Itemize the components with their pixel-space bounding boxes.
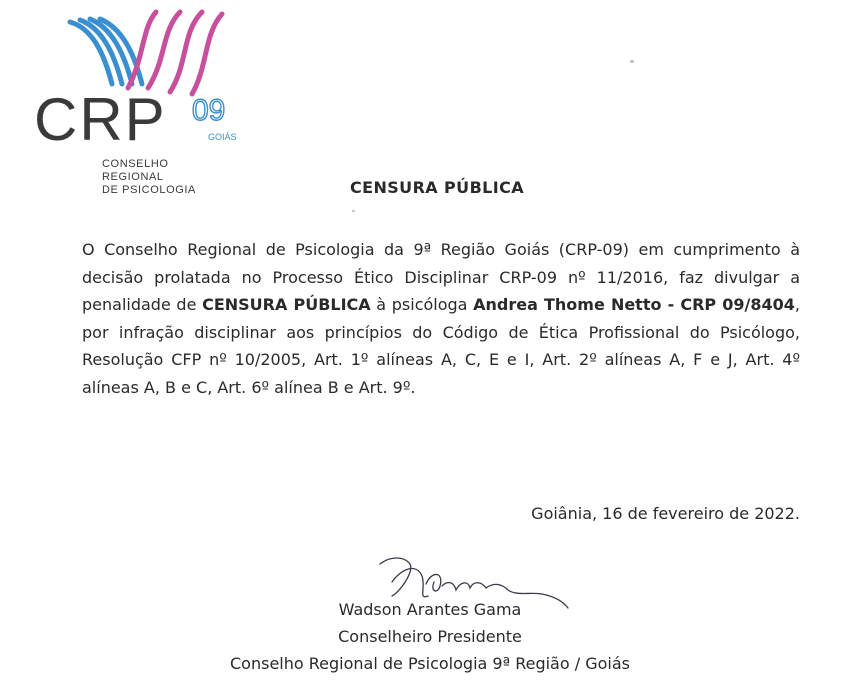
- crp-logo-graphic: [32, 8, 252, 158]
- scan-speck: [630, 60, 634, 63]
- crp-logo: [32, 8, 252, 203]
- body-text-2: à psicóloga: [370, 295, 474, 314]
- body-bold-penalty: CENSURA PÚBLICA: [202, 295, 371, 314]
- signatory-organization: Conselho Regional de Psicologia 9ª Região / Goiás: [230, 654, 630, 673]
- blue-waves-icon: [70, 19, 142, 84]
- logo-subtitle-line: CONSELHO: [102, 158, 169, 170]
- logo-acronym: CRP: [34, 86, 167, 153]
- document-title: CENSURA PÚBLICA: [350, 178, 525, 197]
- signature-block: [160, 596, 700, 677]
- scan-speck: [352, 210, 355, 212]
- logo-subtitle-line: REGIONAL: [102, 171, 164, 183]
- body-text-1: O Conselho Regional de Psicologia da 9ª Região Goiás (CRP-09) em cumprimento à decisão prolatada no Processo Ético Disciplinar CRP-09 nº 11/2016, faz divulgar a penalidade de: [82, 240, 800, 314]
- logo-region: GOIÁS: [208, 132, 237, 142]
- body-bold-name: Andrea Thome Netto - CRP 09/8404: [473, 295, 795, 314]
- logo-subtitle-line: DE PSICOLOGIA: [102, 184, 196, 196]
- body-text-3: , por infração disciplinar aos princípios do Código de Ética Profissional do Psicólogo, Resolução CFP nº 10/2005, Art. 1º alíneas A, C, E e I, Art. 2º alíneas A, F e J, Art. 4º alíneas A, B e C, Art. 6º alínea B e Art. 9º.: [82, 295, 800, 397]
- body-paragraph: [82, 236, 800, 401]
- signatory-name: Wadson Arantes Gama: [338, 600, 522, 619]
- document-date: Goiânia, 16 de fevereiro de 2022.: [531, 504, 800, 523]
- logo-subtitle: [102, 158, 196, 197]
- logo-number: 09: [192, 94, 226, 127]
- signatory-role: Conselheiro Presidente: [338, 627, 522, 646]
